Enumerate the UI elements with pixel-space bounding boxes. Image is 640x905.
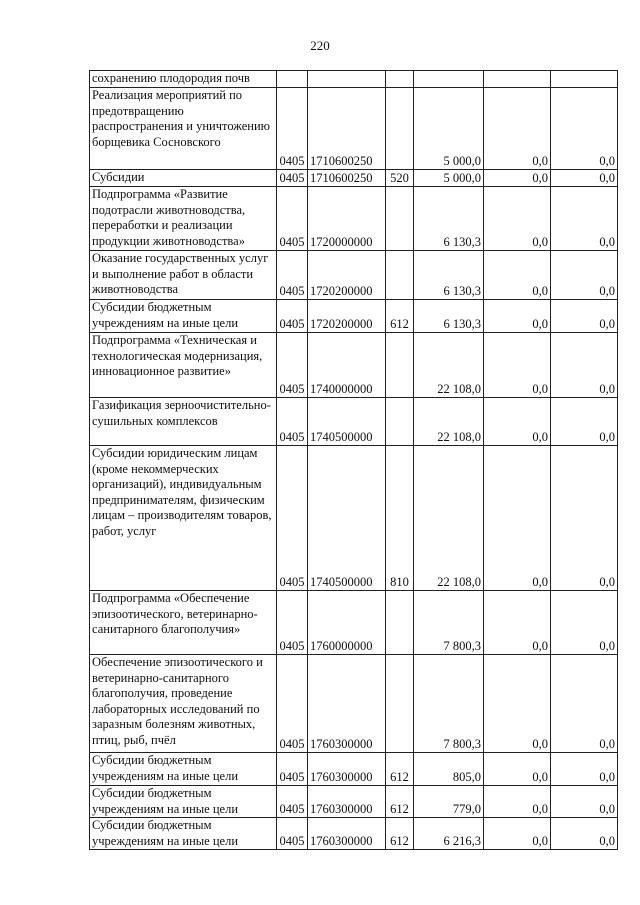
table-row	[90, 187, 618, 251]
row-expense-type: 520	[386, 170, 414, 187]
row-target-code: 1720200000	[308, 251, 386, 300]
table-row	[90, 71, 618, 88]
row-amount: 805,0	[414, 753, 484, 786]
row-section-code	[277, 71, 308, 88]
row-section-code: 0405	[277, 786, 308, 818]
row-amount: 7 800,3	[414, 591, 484, 655]
row-expense-type	[386, 88, 414, 170]
row-expense-type	[386, 333, 414, 398]
table-row	[90, 446, 618, 591]
row-name: Обеспечение эпизоотического и ветеринарно-санитарного благополучия, проведение лабораторных исследований по заразным болезням животных, птиц, рыб, пчёл	[90, 655, 277, 753]
row-name: Субсидии бюджетным учреждениям на иные цели	[90, 300, 277, 333]
row-amount-year-3: 0,0	[551, 753, 618, 786]
row-amount-year-2: 0,0	[484, 300, 551, 333]
row-name: Оказание государственных услуг и выполнение работ в области животноводства	[90, 251, 277, 300]
row-amount	[414, 71, 484, 88]
row-expense-type: 612	[386, 753, 414, 786]
table-row	[90, 333, 618, 398]
row-name: Подпрограмма «Развитие подотрасли животноводства, переработки и реализации продукции животноводства»	[90, 187, 277, 251]
row-expense-type	[386, 398, 414, 446]
row-amount-year-2: 0,0	[484, 655, 551, 753]
row-expense-type	[386, 187, 414, 251]
row-amount-year-3: 0,0	[551, 786, 618, 818]
row-amount-year-2: 0,0	[484, 753, 551, 786]
table-row	[90, 251, 618, 300]
row-target-code: 1760300000	[308, 786, 386, 818]
row-target-code: 1720000000	[308, 187, 386, 251]
row-section-code: 0405	[277, 251, 308, 300]
row-amount-year-3: 0,0	[551, 170, 618, 187]
row-section-code: 0405	[277, 88, 308, 170]
row-amount-year-2: 0,0	[484, 170, 551, 187]
row-name: Подпрограмма «Техническая и технологическая модернизация, инновационное развитие»	[90, 333, 277, 398]
row-amount-year-2: 0,0	[484, 398, 551, 446]
row-amount: 5 000,0	[414, 170, 484, 187]
budget-table-body	[90, 71, 618, 850]
row-name: Субсидии бюджетным учреждениям на иные цели	[90, 753, 277, 786]
row-amount: 6 130,3	[414, 187, 484, 251]
row-amount-year-3: 0,0	[551, 398, 618, 446]
table-row	[90, 88, 618, 170]
table-row	[90, 786, 618, 818]
table-row	[90, 591, 618, 655]
row-amount-year-2: 0,0	[484, 187, 551, 251]
row-amount-year-2: 0,0	[484, 251, 551, 300]
row-expense-type: 612	[386, 818, 414, 850]
row-amount: 779,0	[414, 786, 484, 818]
row-amount-year-2: 0,0	[484, 786, 551, 818]
row-expense-type	[386, 71, 414, 88]
table-row	[90, 753, 618, 786]
row-amount-year-2: 0,0	[484, 333, 551, 398]
row-amount-year-2: 0,0	[484, 446, 551, 591]
row-amount-year-3: 0,0	[551, 591, 618, 655]
row-expense-type	[386, 655, 414, 753]
row-expense-type: 612	[386, 786, 414, 818]
row-name: Подпрограмма «Обеспечение эпизоотического, ветеринарно-санитарного благополучия»	[90, 591, 277, 655]
table-row	[90, 300, 618, 333]
row-section-code: 0405	[277, 300, 308, 333]
row-amount: 7 800,3	[414, 655, 484, 753]
row-section-code: 0405	[277, 333, 308, 398]
row-amount-year-3: 0,0	[551, 88, 618, 170]
row-section-code: 0405	[277, 446, 308, 591]
row-name: Реализация мероприятий по предотвращению распространения и уничтожению борщевика Сосновского	[90, 88, 277, 170]
row-amount-year-2: 0,0	[484, 591, 551, 655]
row-amount: 6 216,3	[414, 818, 484, 850]
row-amount-year-3	[551, 71, 618, 88]
row-amount-year-3: 0,0	[551, 251, 618, 300]
row-target-code: 1740000000	[308, 333, 386, 398]
row-amount-year-2: 0,0	[484, 88, 551, 170]
row-amount-year-2	[484, 71, 551, 88]
table-row	[90, 818, 618, 850]
budget-table	[89, 70, 618, 850]
row-amount-year-3: 0,0	[551, 446, 618, 591]
row-name: Субсидии бюджетным учреждениям на иные цели	[90, 786, 277, 818]
row-target-code: 1740500000	[308, 446, 386, 591]
row-target-code: 1720200000	[308, 300, 386, 333]
row-target-code: 1710600250	[308, 88, 386, 170]
row-amount-year-3: 0,0	[551, 187, 618, 251]
row-name: Субсидии юридическим лицам (кроме некоммерческих организаций), индивидуальным предпринимателям, физическим лицам – производителям товаров, работ, услуг	[90, 446, 277, 591]
row-target-code	[308, 71, 386, 88]
row-section-code: 0405	[277, 655, 308, 753]
row-name: сохранению плодородия почв	[90, 71, 277, 88]
row-amount-year-2: 0,0	[484, 818, 551, 850]
page-number: 220	[310, 38, 330, 53]
row-amount-year-3: 0,0	[551, 333, 618, 398]
row-expense-type: 810	[386, 446, 414, 591]
row-target-code: 1740500000	[308, 398, 386, 446]
row-section-code: 0405	[277, 170, 308, 187]
row-expense-type	[386, 591, 414, 655]
row-target-code: 1710600250	[308, 170, 386, 187]
row-amount: 6 130,3	[414, 251, 484, 300]
row-amount: 6 130,3	[414, 300, 484, 333]
row-name: Газификация зерноочистительно-сушильных комплексов	[90, 398, 277, 446]
row-amount: 22 108,0	[414, 333, 484, 398]
row-section-code: 0405	[277, 818, 308, 850]
row-target-code: 1760300000	[308, 818, 386, 850]
row-amount: 22 108,0	[414, 446, 484, 591]
row-target-code: 1760300000	[308, 655, 386, 753]
row-expense-type: 612	[386, 300, 414, 333]
row-name: Субсидии	[90, 170, 277, 187]
row-amount-year-3: 0,0	[551, 300, 618, 333]
table-row	[90, 170, 618, 187]
row-section-code: 0405	[277, 187, 308, 251]
table-row	[90, 398, 618, 446]
row-name: Субсидии бюджетным учреждениям на иные цели	[90, 818, 277, 850]
row-amount: 5 000,0	[414, 88, 484, 170]
row-target-code: 1760300000	[308, 753, 386, 786]
row-section-code: 0405	[277, 591, 308, 655]
table-row	[90, 655, 618, 753]
row-expense-type	[386, 251, 414, 300]
row-target-code: 1760000000	[308, 591, 386, 655]
row-amount: 22 108,0	[414, 398, 484, 446]
row-amount-year-3: 0,0	[551, 655, 618, 753]
row-section-code: 0405	[277, 753, 308, 786]
row-amount-year-3: 0,0	[551, 818, 618, 850]
row-section-code: 0405	[277, 398, 308, 446]
